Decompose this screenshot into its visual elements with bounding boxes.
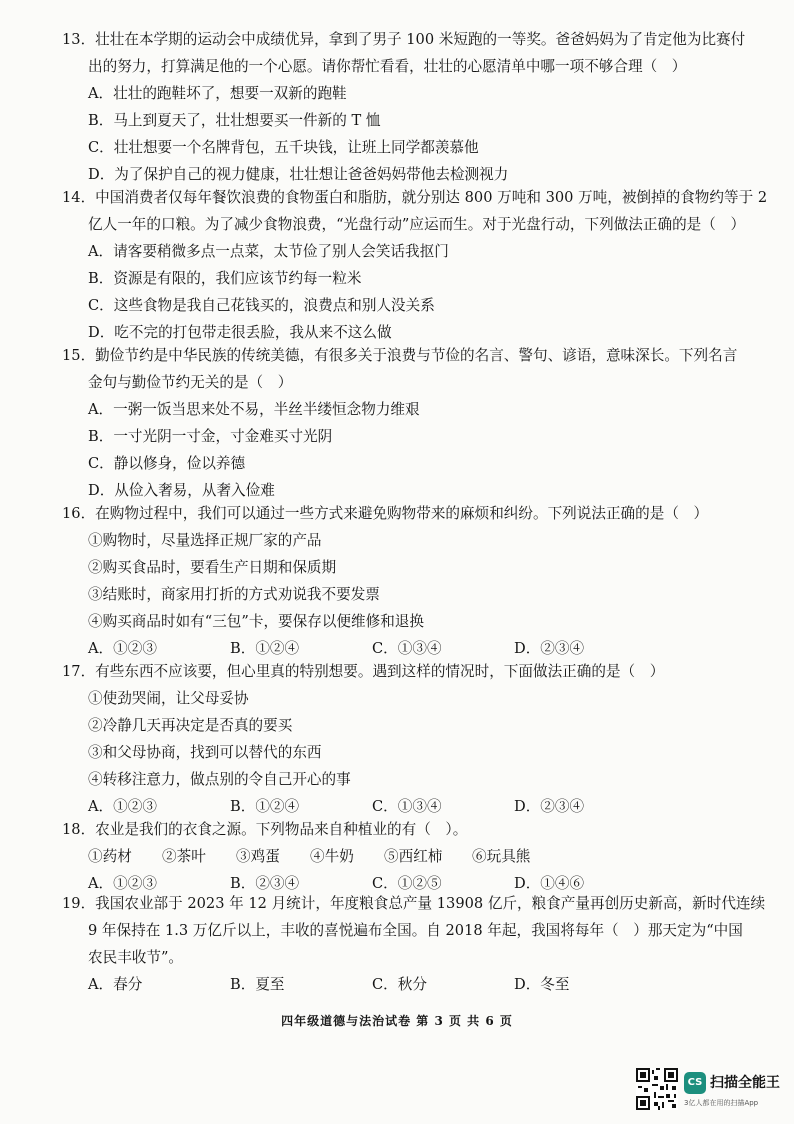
- statement-3: ③和父母协商，找到可以替代的东西: [88, 744, 322, 761]
- answer-b: B．①②④: [230, 640, 300, 657]
- answer-b: B．夏至: [230, 976, 285, 993]
- camscanner-logo-icon: CS: [684, 1072, 706, 1094]
- item-3: ③鸡蛋: [236, 848, 280, 865]
- camscanner-tagline: 3亿人都在用的扫描App: [684, 1099, 759, 1107]
- answer-a: A．①②③: [88, 798, 157, 815]
- question-stem: 18．农业是我们的衣食之源。下列物品来自种植业的有（ ）。: [62, 821, 468, 838]
- answer-a: A．①②③: [88, 640, 157, 657]
- option-c: C．静以修身，俭以养德: [88, 455, 246, 472]
- answer-row: [88, 797, 688, 817]
- question-stem: 13．壮壮在本学期的运动会中成绩优异，拿到了男子 100 米短跑的一等奖。爸爸妈妈为了肯定他为比赛付: [62, 31, 746, 48]
- answer-a: A．①②③: [88, 875, 157, 892]
- question-stem: 15．勤俭节约是中华民族的传统美德，有很多关于浪费与节俭的名言、警句、谚语，意味深长。下列名言: [62, 347, 738, 364]
- question-stem: 17．有些东西不应该要，但心里真的特别想要。遇到这样的情况时，下面做法正确的是（ ）: [62, 663, 665, 680]
- item-2: ②茶叶: [162, 848, 206, 865]
- option-c: C．壮壮想要一个名牌背包，五千块钱，让班上同学都羡慕他: [88, 139, 479, 156]
- item-5: ⑤西红柿: [384, 848, 443, 865]
- option-a: A．请客要稍微多点一点菜，太节俭了别人会笑话我抠门: [88, 243, 449, 260]
- answer-c: C．秋分: [372, 976, 427, 993]
- page-footer: 四年级道德与法治试卷 第 3 页 共 6 页: [281, 1014, 513, 1028]
- qr-code-icon: [636, 1068, 678, 1110]
- option-d: D．从俭入奢易，从奢入俭难: [88, 482, 275, 499]
- answer-d: D．②③④: [514, 798, 585, 815]
- item-6: ⑥玩具熊: [472, 848, 531, 865]
- statement-2: ②冷静几天再决定是否真的要买: [88, 717, 293, 734]
- option-b: B．资源是有限的，我们应该节约每一粒米: [88, 270, 362, 287]
- option-d: D．吃不完的打包带走很丢脸，我从来不这么做: [88, 324, 392, 341]
- option-a: A．壮壮的跑鞋坏了，想要一双新的跑鞋: [88, 85, 347, 102]
- option-b: B．一寸光阴一寸金，寸金难买寸光阴: [88, 428, 333, 445]
- answer-c: C．①③④: [372, 798, 442, 815]
- question-stem: 出的努力，打算满足他的一个心愿。请你帮忙看看，壮壮的心愿清单中哪一项不够合理（ ）: [88, 58, 687, 75]
- item-1: ①药材: [88, 848, 132, 865]
- option-a: A．一粥一饭当思来处不易，半丝半缕恒念物力维艰: [88, 401, 420, 418]
- scanner-watermark: [636, 1068, 786, 1114]
- statement-4: ④转移注意力，做点别的令自己开心的事: [88, 771, 351, 788]
- statement-1: ①使劲哭闹，让父母妥协: [88, 690, 249, 707]
- camscanner-name: 扫描全能王: [710, 1075, 780, 1091]
- option-c: C．这些食物是我自己花钱买的，浪费点和别人没关系: [88, 297, 435, 314]
- answer-c: C．①②⑤: [372, 875, 442, 892]
- answer-row: [88, 975, 688, 995]
- statement-2: ②购买食品时，要看生产日期和保质期: [88, 559, 337, 576]
- answer-row: [88, 639, 688, 659]
- answer-row: [88, 874, 688, 894]
- option-b: B．马上到夏天了，壮壮想要买一件新的 T 恤: [88, 112, 381, 129]
- statement-4: ④购买商品时如有“三包”卡，要保存以便维修和退换: [88, 613, 424, 630]
- question-stem: 16．在购物过程中，我们可以通过一些方式来避免购物带来的麻烦和纠纷。下列说法正确的是（ ）: [62, 505, 709, 522]
- statement-3: ③结账时，商家用打折的方式劝说我不要发票: [88, 586, 380, 603]
- answer-d: D．①④⑥: [514, 875, 585, 892]
- question-stem: 农民丰收节”。: [88, 949, 184, 966]
- answer-d: D．冬至: [514, 976, 570, 993]
- answer-a: A．春分: [88, 976, 143, 993]
- question-stem: 9 年保持在 1.3 万亿斤以上，丰收的喜悦遍布全国。自 2018 年起，我国将每年（ ）那天定为“中国: [88, 922, 743, 939]
- answer-b: B．②③④: [230, 875, 300, 892]
- statement-1: ①购物时，尽量选择正规厂家的产品: [88, 532, 322, 549]
- answer-c: C．①③④: [372, 640, 442, 657]
- question-stem: 14．中国消费者仅每年餐饮浪费的食物蛋白和脂肪，就分别达 800 万吨和 300 万吨，被倒掉的食物约等于 2: [62, 189, 768, 206]
- answer-b: B．①②④: [230, 798, 300, 815]
- item-4: ④牛奶: [310, 848, 354, 865]
- answer-d: D．②③④: [514, 640, 585, 657]
- item-row: [88, 847, 688, 867]
- question-stem: 金句与勤俭节约无关的是（ ）: [88, 374, 293, 391]
- question-stem: 亿人一年的口粮。为了减少食物浪费，“光盘行动”应运而生。对于光盘行动，下列做法正确的是（ ）: [88, 216, 746, 233]
- question-stem: 19．我国农业部于 2023 年 12 月统计，年度粮食总产量 13908 亿斤，粮食产量再创历史新高，新时代连续: [62, 895, 766, 912]
- option-d: D．为了保护自己的视力健康，壮壮想让爸爸妈妈带他去检测视力: [88, 166, 509, 183]
